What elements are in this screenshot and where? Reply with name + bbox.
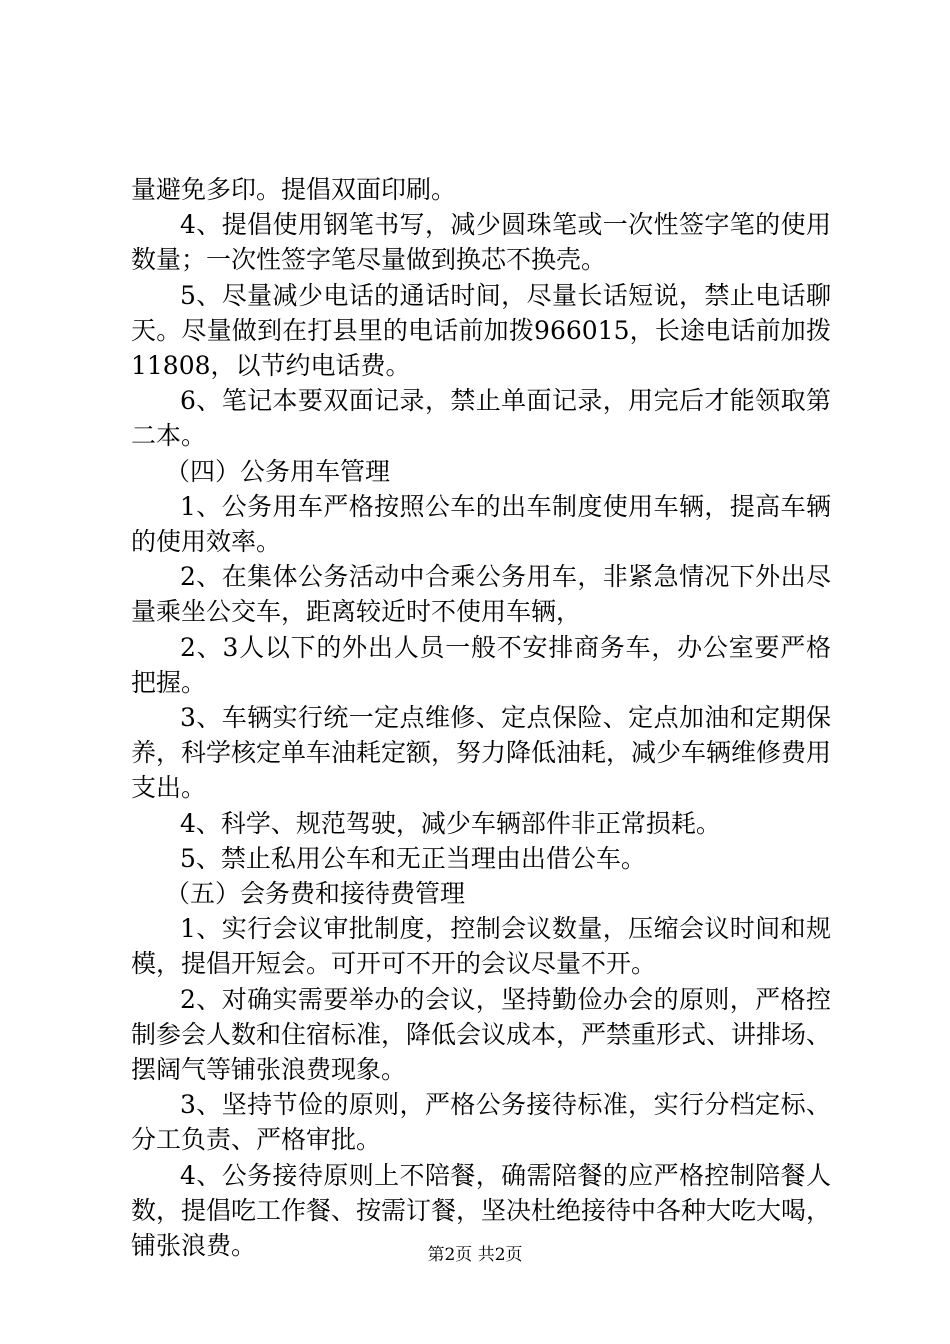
section-heading-vehicles: （四）公务用车管理 <box>165 456 391 486</box>
paragraph-vehicle-2: 2、在集体公务活动中合乘公务用车，非紧急情况下外出尽量乘坐公交车，距离较近时不使用车辆， <box>131 562 831 627</box>
paragraph-vehicle-4: 4、科学、规范驾驶，减少车辆部件非正常损耗。 <box>180 808 721 838</box>
paragraph-meeting-1: 1、实行会议审批制度，控制会议数量，压缩会议时间和规模，提倡开短会。可开可不开的会议尽量不开。 <box>131 914 831 979</box>
document-body <box>131 172 831 1263</box>
paragraph-meeting-4: 4、公务接待原则上不陪餐，确需陪餐的应严格控制陪餐人数，提倡吃工作餐、按需订餐，坚决杜绝接待中各种大吃大喝，铺张浪费。 <box>131 1160 832 1261</box>
paragraph-vehicle-5: 5、禁止私用公车和无正当理由出借公车。 <box>180 843 646 873</box>
paragraph-item-4-pen: 4、提倡使用钢笔书写，减少圆珠笔或一次性签字笔的使用数量；一次性签字笔尽量做到换芯不换壳。 <box>131 210 831 275</box>
paragraph-item-6-notebook: 6、笔记本要双面记录，禁止单面记录，用完后才能领取第二本。 <box>131 386 831 451</box>
paragraph-continuation: 量避免多印。提倡双面印刷。 <box>131 175 457 204</box>
paragraph-meeting-2: 2、对确实需要举办的会议，坚持勤俭办会的原则，严格控制参会人数和住宿标准，降低会议成本，严禁重形式、讲排场、摆阔气等铺张浪费现象。 <box>131 984 832 1085</box>
paragraph-vehicle-2b: 2、3人以下的外出人员一般不安排商务车，办公室要严格把握。 <box>131 632 831 697</box>
section-heading-meetings: （五）会务费和接待费管理 <box>165 879 466 909</box>
paragraph-meeting-3: 3、坚持节俭的原则，严格公务接待标准，实行分档定标、分工负责、严格审批。 <box>131 1090 831 1155</box>
paragraph-vehicle-3: 3、车辆实行统一定点维修、定点保险、定点加油和定期保养，科学核定单车油耗定额，努力降低油耗，减少车辆维修费用支出。 <box>131 703 832 803</box>
paragraph-vehicle-1: 1、公务用车严格按照公车的出车制度使用车辆，提高车辆的使用效率。 <box>131 491 831 557</box>
paragraph-item-5-phone: 5、尽量减少电话的通话时间，尽量长话短说，禁止电话聊天。尽量做到在打县里的电话前加拨966015，长途电话前加拨11808，以节约电话费。 <box>131 280 831 381</box>
page-number-footer: 第2页 共2页 <box>427 1245 523 1265</box>
